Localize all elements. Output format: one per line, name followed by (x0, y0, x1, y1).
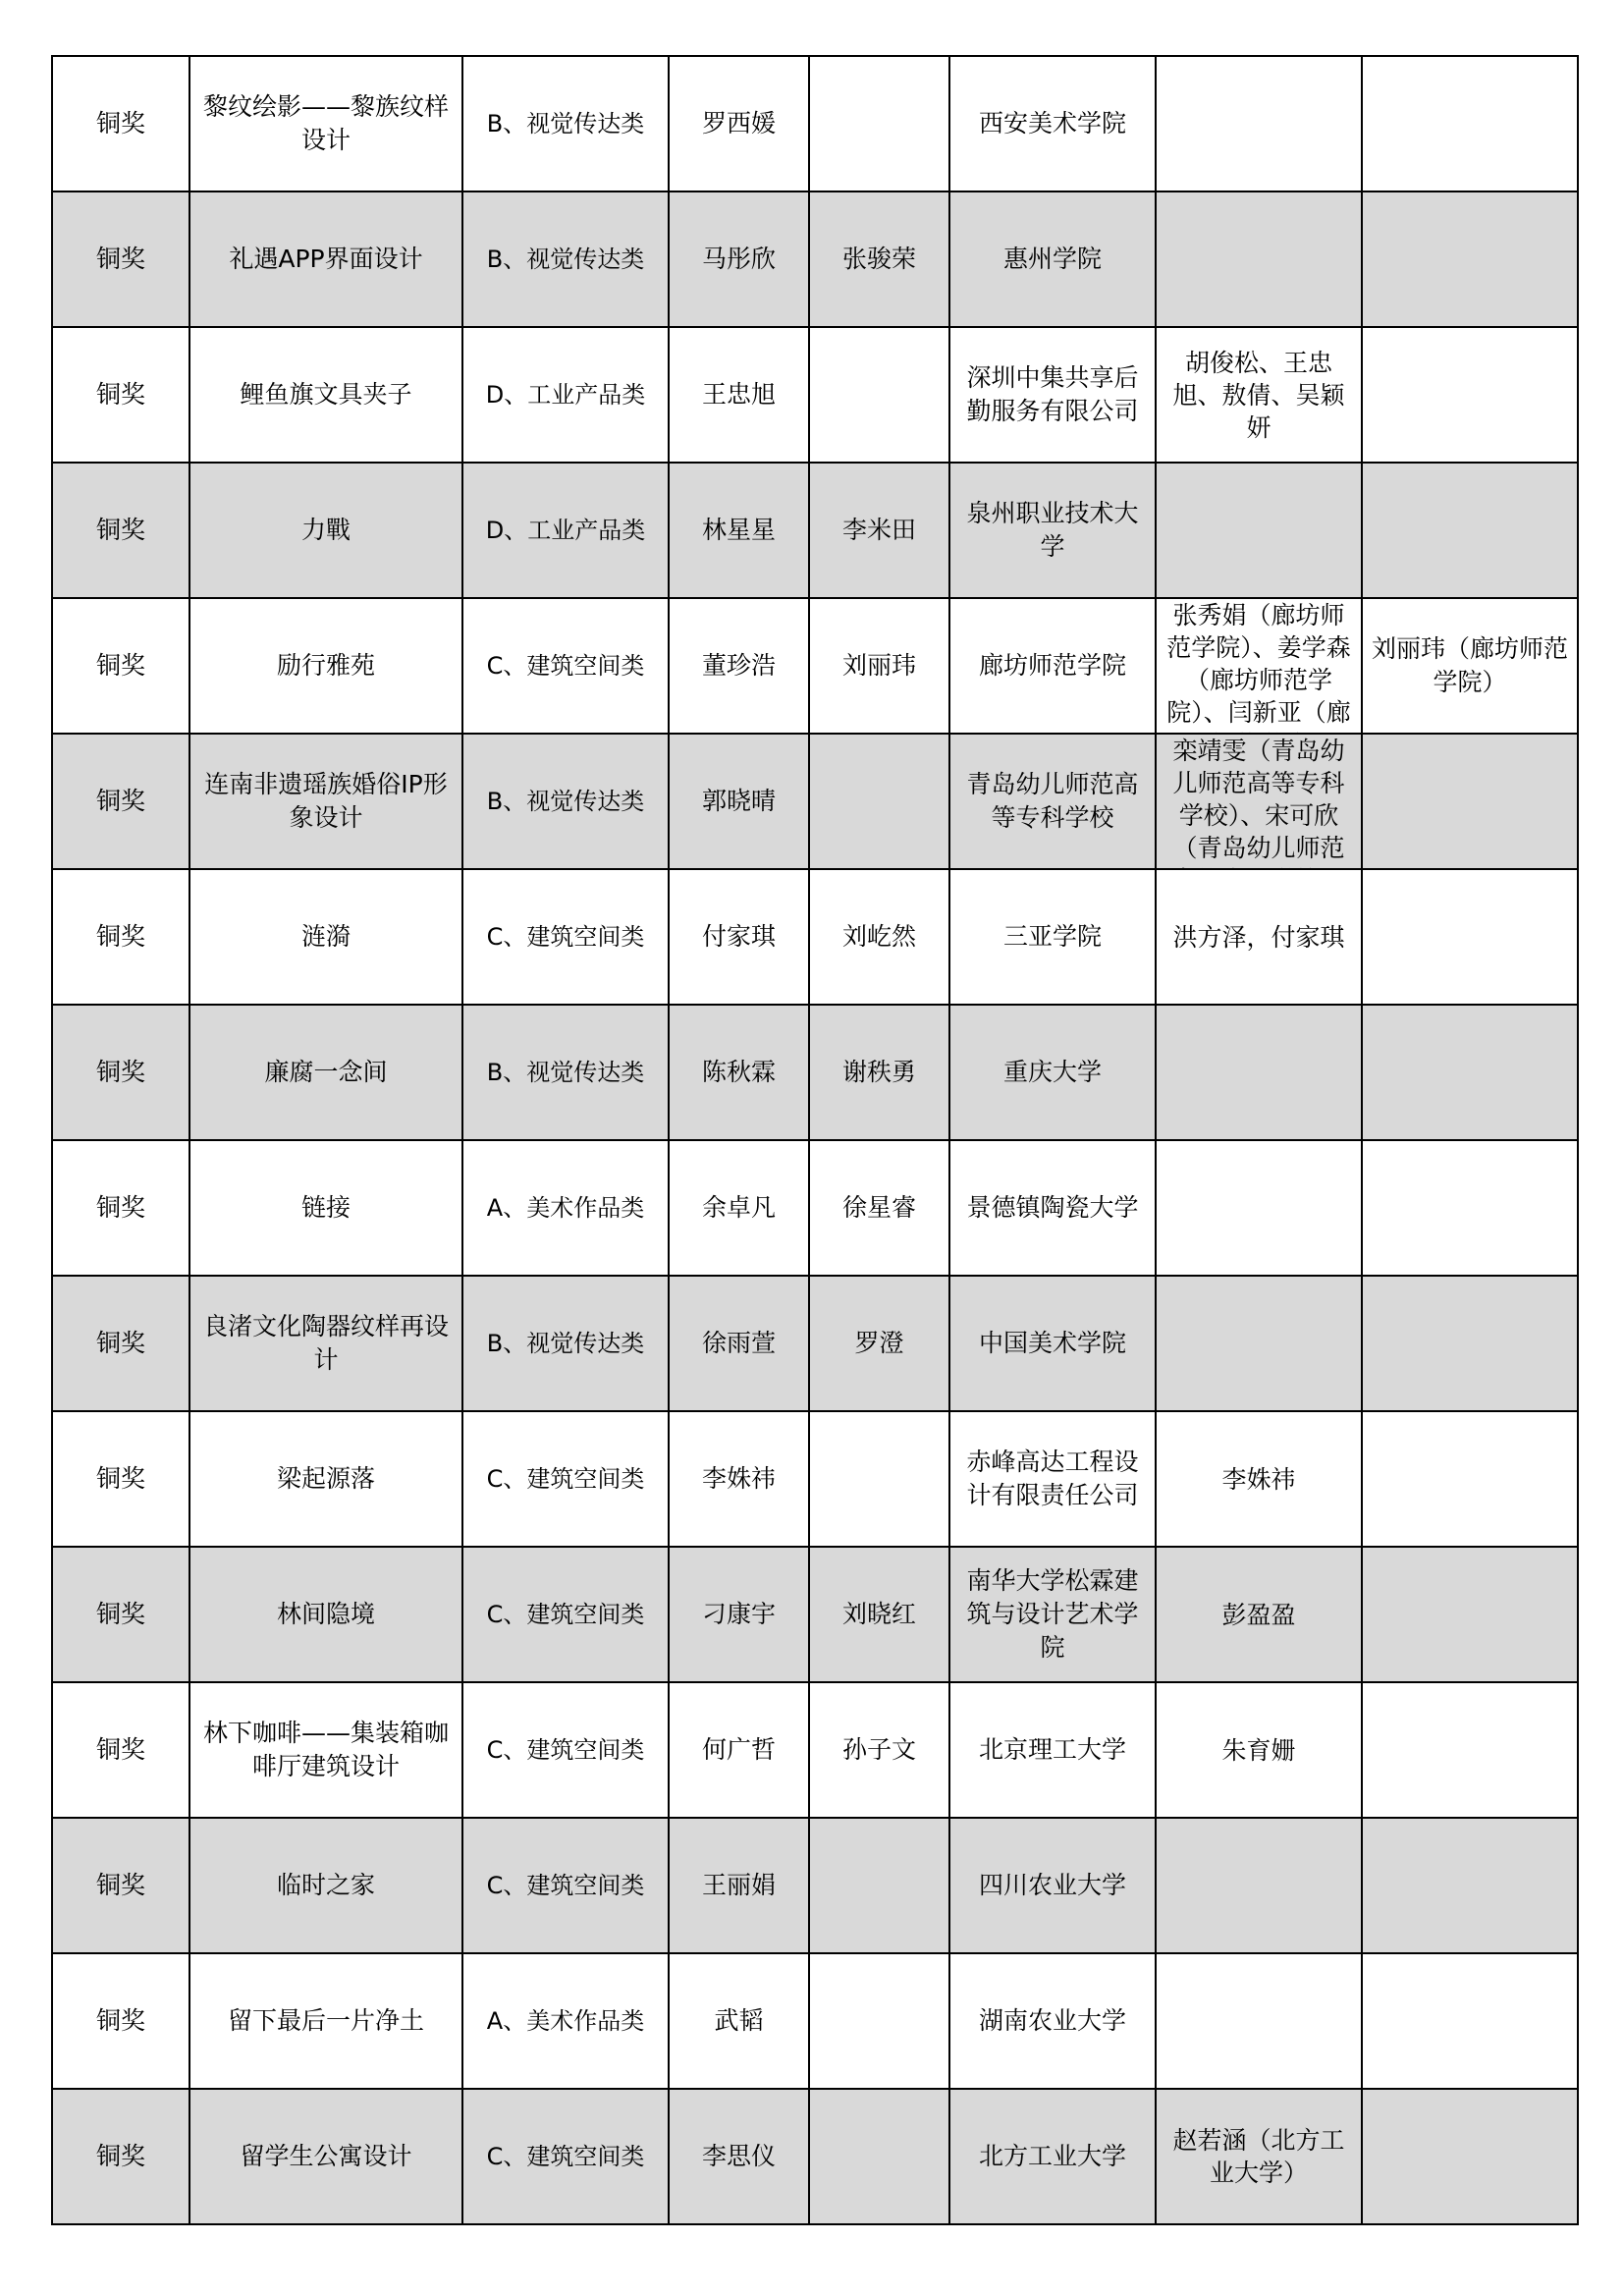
advisor-text: 刘屹然 (841, 922, 916, 951)
award-text: 铜奖 (95, 1735, 145, 1764)
table-row (52, 1953, 1578, 2089)
author-cell (669, 734, 809, 869)
advisor-cell (809, 869, 949, 1005)
members-cell (1156, 1140, 1362, 1276)
advisor-cell (809, 1005, 949, 1140)
unit-text: 北京理工大学 (978, 1735, 1126, 1764)
unit-text: 赤峰高达工程设计有限责任公司 (966, 1448, 1139, 1509)
category-text: B、视觉传达类 (486, 110, 645, 137)
category-text: A、美术作品类 (486, 1194, 645, 1222)
members-cell (1156, 1411, 1362, 1547)
members-cell (1156, 327, 1362, 463)
category-text: D、工业产品类 (485, 381, 646, 409)
advisor-cell (809, 1140, 949, 1276)
members-cell (1156, 2089, 1362, 2224)
award-text: 铜奖 (95, 1871, 145, 1899)
title-cell (189, 191, 462, 327)
title-cell (189, 869, 462, 1005)
award-text: 铜奖 (95, 1464, 145, 1493)
award-cell (52, 734, 189, 869)
award-cell (52, 1140, 189, 1276)
author-text: 余卓凡 (701, 1193, 776, 1222)
unit-cell (949, 191, 1156, 327)
category-cell (462, 1140, 669, 1276)
title-cell (189, 1818, 462, 1953)
title-cell (189, 598, 462, 734)
advisor-cell (809, 734, 949, 869)
award-text: 铜奖 (95, 1600, 145, 1628)
table-body (52, 56, 1578, 2224)
category-text: C、建筑空间类 (486, 1736, 645, 1764)
author-cell (669, 327, 809, 463)
author-cell (669, 1005, 809, 1140)
category-cell (462, 734, 669, 869)
advisor-text: 谢秩勇 (841, 1058, 916, 1086)
title-cell (189, 463, 462, 598)
unit-cell (949, 869, 1156, 1005)
author-cell (669, 869, 809, 1005)
category-text: C、建筑空间类 (486, 1465, 645, 1493)
award-cell (52, 598, 189, 734)
members-cell (1156, 734, 1362, 869)
unit-text: 深圳中集共享后勤服务有限公司 (966, 363, 1139, 425)
award-cell (52, 327, 189, 463)
award-text: 铜奖 (95, 245, 145, 273)
title-cell (189, 56, 462, 191)
unit-text: 北方工业大学 (978, 2142, 1126, 2170)
title-text: 鲤鱼旗文具夹子 (240, 380, 412, 409)
unit-cell (949, 1005, 1156, 1140)
award-text: 铜奖 (95, 380, 145, 409)
unit-text: 青岛幼儿师范高等专科学校 (966, 770, 1139, 832)
extra-cell (1362, 1005, 1578, 1140)
unit-text: 四川农业大学 (978, 1871, 1126, 1899)
members-text: 洪方泽，付家琪 (1172, 922, 1345, 952)
table-row (52, 2089, 1578, 2224)
table-row (52, 1682, 1578, 1818)
author-cell (669, 2089, 809, 2224)
title-text: 励行雅苑 (276, 651, 375, 680)
category-cell (462, 1818, 669, 1953)
advisor-cell (809, 1682, 949, 1818)
author-text: 何广哲 (701, 1735, 776, 1764)
unit-cell (949, 734, 1156, 869)
unit-cell (949, 1411, 1156, 1547)
unit-text: 廊坊师范学院 (978, 651, 1126, 680)
advisor-cell (809, 191, 949, 327)
title-text: 留学生公寓设计 (240, 2142, 412, 2170)
table-row (52, 734, 1578, 869)
unit-text: 泉州职业技术大学 (966, 499, 1139, 561)
extra-cell (1362, 1276, 1578, 1411)
category-cell (462, 2089, 669, 2224)
advisor-cell (809, 1818, 949, 1953)
extra-cell (1362, 734, 1578, 869)
award-text: 铜奖 (95, 1193, 145, 1222)
title-cell (189, 1140, 462, 1276)
author-text: 王忠旭 (701, 380, 776, 409)
unit-text: 中国美术学院 (978, 1329, 1126, 1357)
title-text: 涟漪 (300, 922, 351, 951)
extra-cell (1362, 463, 1578, 598)
unit-cell (949, 1818, 1156, 1953)
table-row (52, 598, 1578, 734)
members-cell (1156, 1682, 1362, 1818)
category-text: D、工业产品类 (485, 517, 646, 544)
author-cell (669, 1682, 809, 1818)
members-text: 胡俊松、王忠旭、敖倩、吴颖妍 (1172, 348, 1345, 442)
unit-cell (949, 598, 1156, 734)
title-text: 黎纹绘影——黎族纹样设计 (202, 92, 449, 154)
table-row (52, 1276, 1578, 1411)
author-text: 刁康宇 (701, 1600, 776, 1628)
title-cell (189, 1411, 462, 1547)
author-text: 武韬 (714, 2006, 764, 2035)
members-text: 张秀娟（廊坊师范学院）、姜学森（廊坊师范学院）、闫新亚（廊 (1166, 601, 1351, 727)
title-cell (189, 1682, 462, 1818)
table-row (52, 1547, 1578, 1682)
table-row (52, 1140, 1578, 1276)
advisor-cell (809, 56, 949, 191)
author-cell (669, 56, 809, 191)
title-text: 礼遇APP界面设计 (229, 245, 423, 273)
members-text: 赵若涵（北方工业大学） (1172, 2126, 1345, 2187)
award-cell (52, 869, 189, 1005)
award-text: 铜奖 (95, 2142, 145, 2170)
award-cell (52, 1818, 189, 1953)
category-text: C、建筑空间类 (486, 1872, 645, 1899)
extra-cell (1362, 1411, 1578, 1547)
members-text: 彭盈盈 (1221, 1600, 1296, 1629)
unit-cell (949, 463, 1156, 598)
members-cell (1156, 1953, 1362, 2089)
category-cell (462, 598, 669, 734)
advisor-text: 刘晓红 (841, 1600, 916, 1628)
unit-cell (949, 56, 1156, 191)
members-cell (1156, 1276, 1362, 1411)
members-cell (1156, 869, 1362, 1005)
extra-cell (1362, 1547, 1578, 1682)
advisor-cell (809, 1276, 949, 1411)
title-text: 临时之家 (276, 1871, 375, 1899)
extra-cell (1362, 2089, 1578, 2224)
category-text: B、视觉传达类 (486, 246, 645, 273)
award-text: 铜奖 (95, 1058, 145, 1086)
author-cell (669, 1818, 809, 1953)
title-text: 林下咖啡——集装箱咖啡厅建筑设计 (202, 1719, 449, 1780)
category-cell (462, 327, 669, 463)
table-row (52, 463, 1578, 598)
award-cell (52, 2089, 189, 2224)
unit-text: 湖南农业大学 (978, 2006, 1126, 2035)
advisor-text: 李米田 (841, 516, 916, 544)
table-row (52, 191, 1578, 327)
unit-cell (949, 1682, 1156, 1818)
members-text: 栾靖雯（青岛幼儿师范高等专科学校）、宋可欣（青岛幼儿师范 (1172, 737, 1345, 862)
members-cell (1156, 1547, 1362, 1682)
title-cell (189, 734, 462, 869)
award-cell (52, 1547, 189, 1682)
award-cell (52, 191, 189, 327)
title-text: 连南非遗瑶族婚俗IP形象设计 (204, 770, 448, 832)
author-cell (669, 598, 809, 734)
award-cell (52, 463, 189, 598)
table-row (52, 869, 1578, 1005)
extra-cell (1362, 56, 1578, 191)
table-row (52, 56, 1578, 191)
award-text: 铜奖 (95, 787, 145, 815)
title-cell (189, 327, 462, 463)
author-text: 李思仪 (701, 2142, 776, 2170)
category-cell (462, 56, 669, 191)
author-cell (669, 463, 809, 598)
title-text: 良渚文化陶器纹样再设计 (202, 1312, 449, 1374)
members-text: 李姝祎 (1221, 1464, 1296, 1494)
extra-cell (1362, 598, 1578, 734)
unit-cell (949, 1547, 1156, 1682)
category-cell (462, 1411, 669, 1547)
title-cell (189, 1547, 462, 1682)
table-row (52, 327, 1578, 463)
category-text: C、建筑空间类 (486, 923, 645, 951)
author-cell (669, 1953, 809, 2089)
award-cell (52, 56, 189, 191)
award-table (51, 55, 1579, 2225)
title-text: 梁起源落 (276, 1464, 375, 1493)
title-cell (189, 1276, 462, 1411)
award-cell (52, 1411, 189, 1547)
title-text: 廉腐一念间 (264, 1058, 388, 1086)
advisor-text: 刘丽玮 (841, 651, 916, 680)
category-cell (462, 463, 669, 598)
extra-cell (1362, 1140, 1578, 1276)
category-cell (462, 191, 669, 327)
members-cell (1156, 598, 1362, 734)
category-cell (462, 1547, 669, 1682)
extra-cell (1362, 191, 1578, 327)
author-text: 李姝祎 (701, 1464, 776, 1493)
author-text: 王丽娟 (701, 1871, 776, 1899)
category-text: C、建筑空间类 (486, 2143, 645, 2170)
members-cell (1156, 1818, 1362, 1953)
advisor-cell (809, 327, 949, 463)
extra-cell (1362, 1682, 1578, 1818)
extra-cell (1362, 327, 1578, 463)
author-cell (669, 1140, 809, 1276)
advisor-text: 孙子文 (841, 1735, 916, 1764)
category-cell (462, 1276, 669, 1411)
advisor-cell (809, 1547, 949, 1682)
advisor-text: 张骏荣 (841, 245, 916, 273)
members-cell (1156, 463, 1362, 598)
advisor-cell (809, 1953, 949, 2089)
title-cell (189, 1953, 462, 2089)
extra-cell (1362, 1953, 1578, 2089)
award-text: 铜奖 (95, 922, 145, 951)
members-cell (1156, 191, 1362, 327)
category-text: B、视觉传达类 (486, 1330, 645, 1357)
author-text: 马彤欣 (701, 245, 776, 273)
unit-text: 西安美术学院 (978, 109, 1126, 137)
advisor-cell (809, 1411, 949, 1547)
title-text: 留下最后一片净土 (227, 2006, 424, 2035)
title-cell (189, 1005, 462, 1140)
title-text: 链接 (300, 1193, 351, 1222)
advisor-text: 徐星睿 (841, 1193, 916, 1222)
award-text: 铜奖 (95, 651, 145, 680)
title-text: 林间隐境 (276, 1600, 375, 1628)
unit-cell (949, 1953, 1156, 2089)
members-text: 朱育姗 (1221, 1735, 1296, 1765)
unit-text: 重庆大学 (1002, 1058, 1102, 1086)
author-cell (669, 1547, 809, 1682)
advisor-cell (809, 463, 949, 598)
table-row (52, 1005, 1578, 1140)
unit-cell (949, 327, 1156, 463)
category-text: C、建筑空间类 (486, 652, 645, 680)
unit-text: 惠州学院 (1002, 245, 1102, 273)
author-cell (669, 191, 809, 327)
author-text: 董珍浩 (701, 651, 776, 680)
advisor-cell (809, 2089, 949, 2224)
award-text: 铜奖 (95, 2006, 145, 2035)
advisor-text: 罗澄 (854, 1329, 904, 1357)
author-text: 陈秋霖 (701, 1058, 776, 1086)
table-row (52, 1818, 1578, 1953)
unit-text: 三亚学院 (1002, 922, 1102, 951)
author-cell (669, 1276, 809, 1411)
award-cell (52, 1276, 189, 1411)
members-cell (1156, 56, 1362, 191)
category-text: A、美术作品类 (486, 2007, 645, 2035)
unit-cell (949, 2089, 1156, 2224)
award-text: 铜奖 (95, 516, 145, 544)
author-text: 付家琪 (701, 922, 776, 951)
award-cell (52, 1953, 189, 2089)
extra-cell (1362, 869, 1578, 1005)
title-cell (189, 2089, 462, 2224)
table-row (52, 1411, 1578, 1547)
category-cell (462, 1005, 669, 1140)
category-cell (462, 1682, 669, 1818)
author-cell (669, 1411, 809, 1547)
award-text: 铜奖 (95, 109, 145, 137)
author-text: 林星星 (701, 516, 776, 544)
award-cell (52, 1682, 189, 1818)
category-cell (462, 869, 669, 1005)
advisor-cell (809, 598, 949, 734)
author-text: 郭晓晴 (701, 787, 776, 815)
category-cell (462, 1953, 669, 2089)
author-text: 徐雨萱 (701, 1329, 776, 1357)
extra-cell (1362, 1818, 1578, 1953)
members-cell (1156, 1005, 1362, 1140)
title-text: 力戰 (300, 516, 351, 544)
category-text: B、视觉传达类 (486, 1059, 645, 1086)
unit-text: 南华大学松霖建筑与设计艺术学院 (966, 1566, 1139, 1662)
author-text: 罗西媛 (701, 109, 776, 137)
extra-text: 刘丽玮（廊坊师范学院） (1371, 634, 1568, 696)
unit-text: 景德镇陶瓷大学 (966, 1193, 1139, 1222)
category-text: C、建筑空间类 (486, 1601, 645, 1628)
award-text: 铜奖 (95, 1329, 145, 1357)
unit-cell (949, 1140, 1156, 1276)
award-cell (52, 1005, 189, 1140)
category-text: B、视觉传达类 (486, 788, 645, 815)
unit-cell (949, 1276, 1156, 1411)
